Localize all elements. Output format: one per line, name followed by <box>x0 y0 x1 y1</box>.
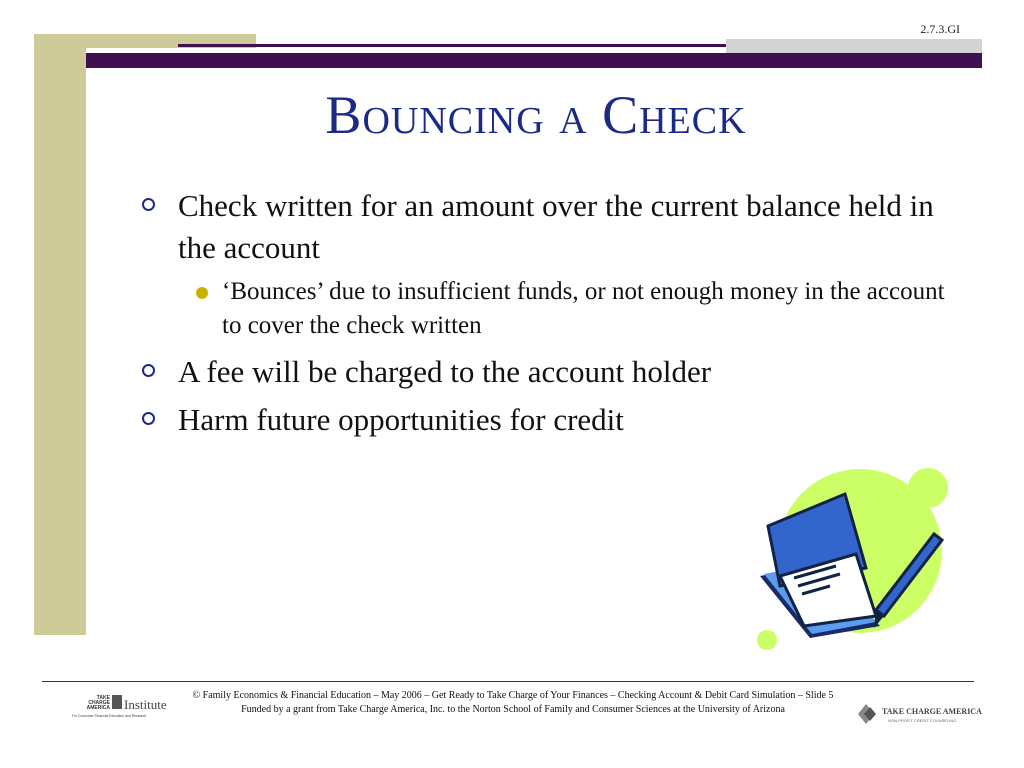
bullet-text: A fee will be charged to the account holder <box>178 354 712 389</box>
header-purple-bar <box>86 53 982 68</box>
sub-bullet-text: due to insufficient funds, or not enough money in the account to cover the check written <box>222 278 945 339</box>
bullet-item <box>140 185 970 269</box>
checkbook-pen-clipart <box>750 466 950 666</box>
bullet-list <box>140 185 970 447</box>
logo-right-tagline: NON-PROFIT CREDIT COUNSELING <box>888 718 957 723</box>
footer-credits <box>168 689 858 717</box>
logo-left-tagline: For Consumer Financial Education and Research <box>72 714 147 718</box>
bullet-text: Harm future opportunities for credit <box>178 402 624 437</box>
bullet-item <box>140 351 970 393</box>
top-thin-rule <box>178 44 726 47</box>
take-charge-america-logo <box>856 700 996 728</box>
footer-line-2: Funded by a grant from Take Charge America, Inc. to the Norton School of Family and Consumer Sciences at the University of Arizona <box>241 704 785 715</box>
top-gray-bar <box>726 39 982 53</box>
logo-institute-word: Institute <box>124 697 167 712</box>
logo-line-america: AMERICA <box>86 705 110 711</box>
hollow-circle-bullet-icon <box>142 412 155 425</box>
left-accent-bar <box>34 34 86 635</box>
bullet-text: Check written for an amount over the current balance held in the account <box>178 188 934 265</box>
hollow-circle-bullet-icon <box>142 364 155 377</box>
sub-bullet-lead: ‘Bounces’ <box>222 278 323 305</box>
footer-line-1: © Family Economics & Financial Education – May 2006 – Get Ready to Take Charge of Your Finances – Checking Account & Debit Card Simulation – Slide 5 <box>192 690 834 701</box>
logo-line-charge: CHARGE <box>88 700 110 706</box>
hollow-circle-bullet-icon <box>142 198 155 211</box>
logo-right-name: TAKE CHARGE AMERICA <box>882 707 982 716</box>
slide-code: 2.7.3.GI <box>920 22 960 36</box>
slide-title: Bouncing a Check <box>325 85 747 145</box>
sub-bullet-item <box>222 275 970 343</box>
footer-rule <box>42 681 974 682</box>
bullet-item <box>140 399 970 441</box>
logo-line-take: TAKE <box>96 695 110 701</box>
gold-dot-bullet-icon <box>196 287 208 299</box>
